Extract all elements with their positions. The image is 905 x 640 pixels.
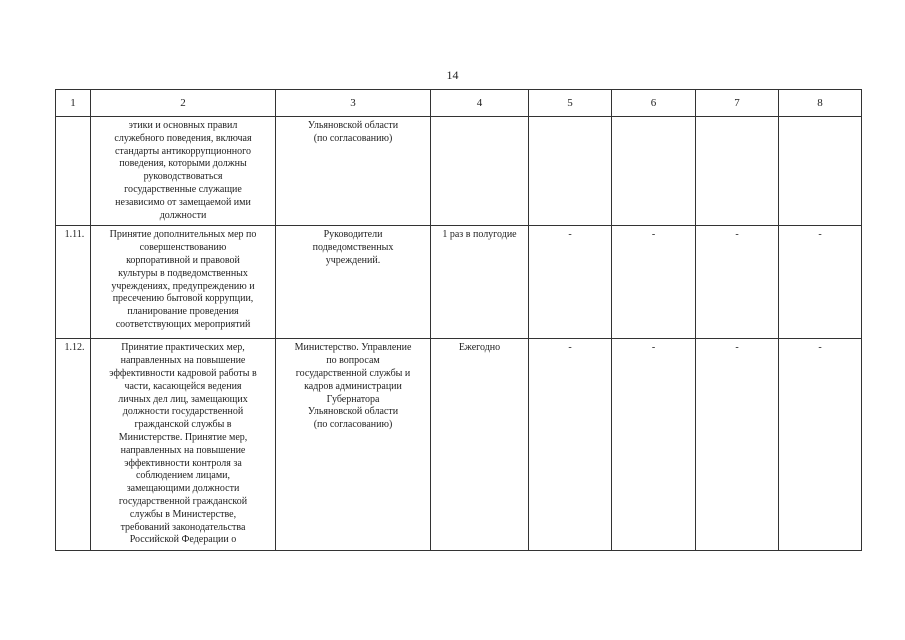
executor-text: Ульяновской области (по согласованию) — [276, 117, 431, 226]
header-cell: 5 — [529, 90, 612, 117]
value-cell: - — [696, 339, 779, 551]
value-cell: - — [612, 226, 696, 339]
value-cell — [529, 117, 612, 226]
page-number: 14 — [446, 68, 459, 82]
period-text — [431, 117, 529, 226]
value-cell — [779, 117, 862, 226]
header-cell: 8 — [779, 90, 862, 117]
value-cell: - — [612, 339, 696, 551]
header-cell: 6 — [612, 90, 696, 117]
value-cell: - — [529, 226, 612, 339]
value-cell: - — [696, 226, 779, 339]
row-number: 1.12. — [56, 339, 91, 551]
measure-text: этики и основных правил служебного поведения, включая стандарты антикоррупционного поведения, которыми должны руководствоваться государственные служащие независимо от замещаемой ими должности — [91, 117, 276, 226]
value-cell — [696, 117, 779, 226]
executor-text: Руководители подведомственных учреждений. — [276, 226, 431, 339]
header-cell: 1 — [56, 90, 91, 117]
measure-text: Принятие практических мер, направленных на повышение эффективности кадровой работы в части, касающейся ведения личных дел лиц, замещающих должности государственной гражданской службы в Министерстве. Принятие мер, направленных на повышение эффективности контроля за соблюдением лицами, замещающими должности государственной гражданской службы в Министерстве, требований законодательства Российской Федерации о — [91, 339, 276, 551]
table-row — [56, 339, 862, 551]
measure-text: Принятие дополнительных мер по совершенствованию корпоративной и правовой культуры в подведомственных учреждениях, предупреждению и пресечению бытовой коррупции, планирование проведения соответствующих мероприятий — [91, 226, 276, 339]
header-cell: 2 — [91, 90, 276, 117]
value-cell — [612, 117, 696, 226]
table-row — [56, 226, 862, 339]
header-cell: 4 — [431, 90, 529, 117]
row-number: 1.11. — [56, 226, 91, 339]
header-cell: 7 — [696, 90, 779, 117]
executor-text: Министерство. Управление по вопросам государственной службы и кадров администрации Губернатора Ульяновской области (по согласованию) — [276, 339, 431, 551]
row-number — [56, 117, 91, 226]
value-cell: - — [779, 226, 862, 339]
period-text: Ежегодно — [431, 339, 529, 551]
table-row — [56, 117, 862, 226]
table-header-row — [56, 90, 862, 117]
header-cell: 3 — [276, 90, 431, 117]
value-cell: - — [779, 339, 862, 551]
measures-table — [55, 89, 862, 551]
period-text: 1 раз в полугодие — [431, 226, 529, 339]
value-cell: - — [529, 339, 612, 551]
